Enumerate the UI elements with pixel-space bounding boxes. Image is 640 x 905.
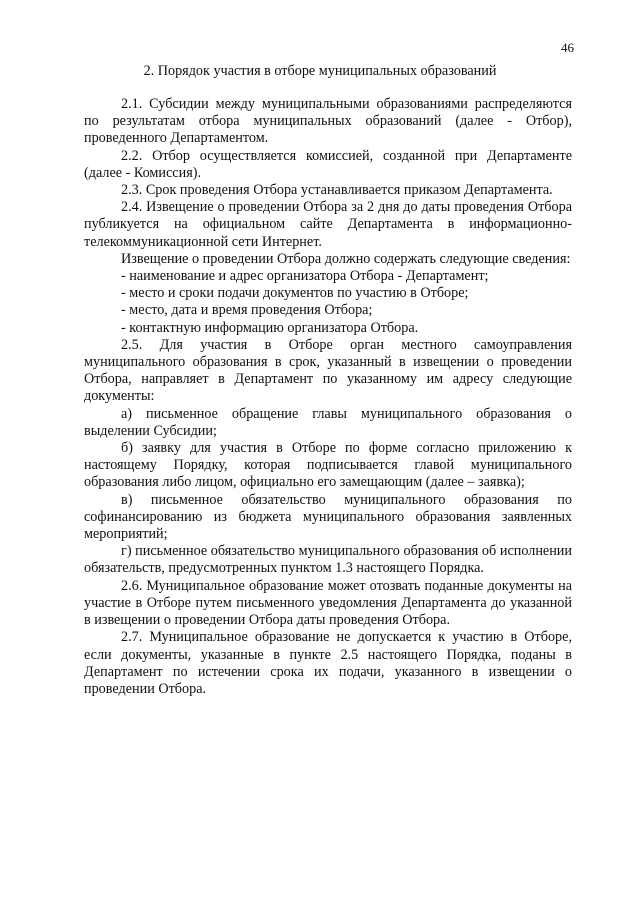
- paragraph-2-3: 2.3. Срок проведения Отбора устанавливается приказом Департамента.: [121, 182, 553, 199]
- paragraph-2-5: 2.5. Для участия в Отборе орган местного самоуправления муниципального образования в срок, указанный в извещении о проведении Отбора, направляет в Департамент по указанному им адресу следующие документы:: [84, 336, 572, 405]
- list-item-submission-place: - место и сроки подачи документов по участию в Отборе;: [121, 285, 469, 302]
- list-item-selection-time: - место, дата и время проведения Отбора;: [121, 302, 373, 319]
- list-item-g: г) письменное обязательство муниципального образования об исполнении обязательств, предусмотренных пунктом 1.3 настоящего Порядка.: [84, 543, 572, 577]
- list-item-a: а) письменное обращение главы муниципального образования о выделении Субсидии;: [84, 405, 572, 439]
- list-item-b: б) заявку для участия в Отборе по форме согласно приложению к настоящему Порядку, которая подписывается главой муниципального образования либо лицом, официально его замещающим (далее – заявка);: [84, 440, 572, 491]
- paragraph-2-2: 2.2. Отбор осуществляется комиссией, созданной при Департаменте (далее - Комиссия).: [84, 147, 572, 181]
- list-item-contacts: - контактную информацию организатора Отбора.: [121, 319, 419, 336]
- paragraph-2-6: 2.6. Муниципальное образование может отозвать поданные документы на участие в Отборе путем письменного уведомления Департамента до указанной в извещении о проведении Отбора даты проведения Отбора.: [84, 577, 572, 629]
- list-item-organizer: - наименование и адрес организатора Отбора - Департамент;: [121, 268, 489, 285]
- list-item-v: в) письменное обязательство муниципального образования по софинансированию из бюджета муниципального образования заявленных мероприятий;: [84, 491, 572, 543]
- paragraph-2-1: 2.1. Субсидии между муниципальными образованиями распределяются по результатам отбора муниципальных образований (далее - Отбор), проведенного Департаментом.: [84, 96, 572, 147]
- paragraph-notice-contents: Извещение о проведении Отбора должно содержать следующие сведения:: [121, 250, 571, 267]
- paragraph-2-4: 2.4. Извещение о проведении Отбора за 2 дня до даты проведения Отбора публикуется на официальном сайте Департамента в информационно-телекоммуникационной сети Интернет.: [84, 199, 572, 250]
- document-body: [84, 96, 572, 698]
- section-heading: 2. Порядок участия в отборе муниципальных образований: [143, 63, 497, 79]
- paragraph-2-7: 2.7. Муниципальное образование не допускается к участию в Отборе, если документы, указанные в пункте 2.5 настоящего Порядка, поданы в Департамент по истечении срока их подачи, указанного в извещении о проведении Отбора.: [84, 629, 572, 697]
- page-number: 46: [561, 40, 574, 55]
